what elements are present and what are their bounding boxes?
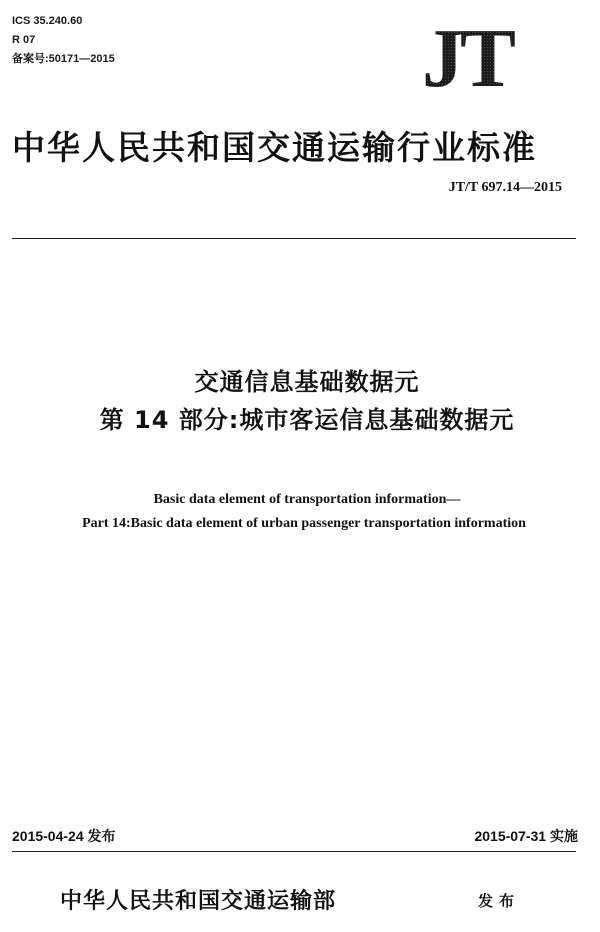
ics-code: ICS 35.240.60 (12, 15, 83, 27)
title-cn-line-1: 交通信息基础数据元 (194, 368, 420, 396)
document-title-cn (0, 365, 600, 441)
ccs-code: R 07 (12, 34, 36, 46)
standard-category-title: 中华人民共和国交通运输行业标准 (12, 128, 537, 167)
implementation-date: 2015-07-31 实施 (474, 828, 578, 844)
document-title-en (0, 488, 600, 536)
logo-text: JT (421, 22, 513, 92)
top-divider (12, 238, 576, 239)
issuing-authority: 中华人民共和国交通运输部 (60, 889, 337, 914)
issue-action: 发布 (478, 892, 521, 910)
issue-date: 2015-04-24 发布 (12, 828, 116, 844)
title-en-line-2: Part 14:Basic data element of urban passenger transportation information (82, 516, 526, 531)
title-cn-line-2: 第 14 部分:城市客运信息基础数据元 (99, 406, 515, 434)
record-number: 备案号:50171—2015 (12, 53, 115, 65)
title-en-line-1: Basic data element of transportation information— (153, 492, 461, 507)
jt-logo (402, 22, 532, 92)
standard-number: JT/T 697.14—2015 (448, 180, 562, 195)
classification-codes (12, 12, 115, 69)
bottom-divider (12, 851, 576, 852)
